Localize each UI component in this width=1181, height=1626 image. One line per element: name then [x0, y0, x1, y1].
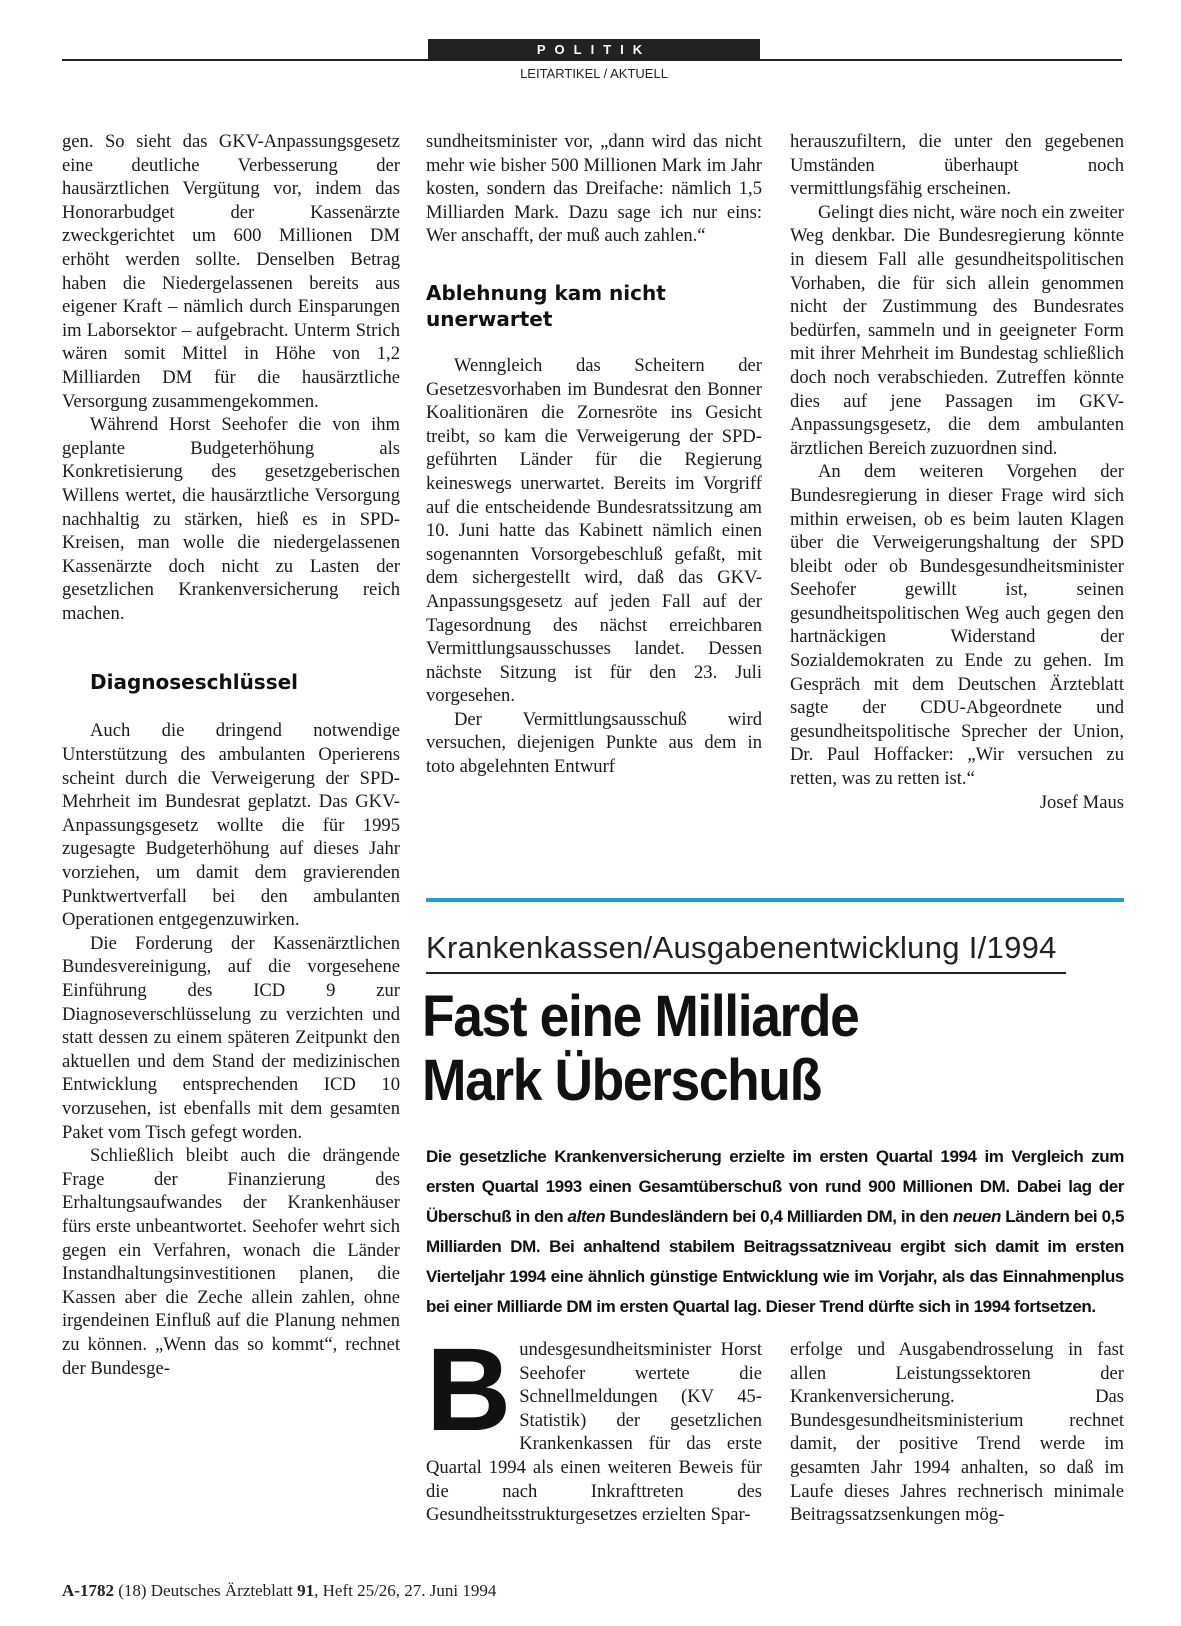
subheading-ablehnung: Ablehnung kam nicht unerwartet — [426, 280, 666, 331]
paragraph: Wenngleich das Scheitern der Gesetzesvorhaben im Bundesrat den Bonner Koalitionären die Zornesröte ins Gesicht treibt, so kam die Verweigerung der SPD-geführten Länder für die Regierung keineswegs unerwartet. Bereits im Vorgriff auf die entscheidende Bundesratssitzung am 10. Juni hatte das Kabinett nämlich einen sogenannten Vorsorgebeschluß gefaßt, mit dem sichergestellt wird, daß das GKV-Anpassungsgesetz auf jeden Fall auf der Tagesordnung des nächst erreichbaren Vermittlungsausschusses landet. Dessen nächste Sitzung ist für den 23. Juli vorgesehen. — [426, 354, 762, 707]
drop-cap: B — [426, 1324, 512, 1456]
lead-text: Bundesländern bei 0,4 Milliarden DM, in den — [605, 1207, 953, 1226]
page-number: A-1782 — [62, 1581, 114, 1600]
column-2 — [426, 130, 762, 779]
subsection-label: LEITARTIKEL / AKTUELL — [520, 66, 668, 81]
paragraph: An dem weiteren Vorgehen der Bundesregierung in dieser Frage wird sich mithin erweisen, ob es beim lauten Klagen über die Verweigerungshaltung der SPD bleibt oder ob Bundesgesundheitsminister Seehofer gewillt ist, seinen gesundheitspolitischen Weg auch gegen den hartnäckigen Widerstand der Sozialdemokraten zu Ende zu gehen. Im Gespräch mit dem Deutschen Ärzteblatt sagte der CDU-Abgeordnete und gesundheitspolitische Sprecher der Union, Dr. Paul Hoffacker: „Wir versuchen zu retten, was zu retten ist.“ — [790, 461, 1124, 790]
lead-emphasis: neuen — [952, 1207, 1001, 1226]
article-kicker: Krankenkassen/Ausgabenentwicklung I/1994 — [426, 930, 1057, 965]
paragraph: sundheitsminister vor, „dann wird das nicht mehr wie bisher 500 Millionen Mark im Jahr kosten, sondern das Dreifache: nämlich 1,5 Milliarden Mark. Dazu sage ich nur eins: Wer anschafft, der muß auch zahlen.“ — [426, 131, 762, 247]
paragraph: Während Horst Seehofer die von ihm geplante Budgeterhöhung als Konkretisierung des gesetzgeberischen Willens wertet, die hausärztliche Versorgung nachhaltig zu stärken, hieß es in SPD-Kreisen, man wolle die niedergelassenen Kassenärzte doch nicht zu Lasten der gesetzlichen Krankenversicherung reich machen. — [62, 414, 400, 624]
footer-text: (18) Deutsches Ärzteblatt — [113, 1581, 298, 1600]
column-4 — [426, 1324, 762, 1527]
lead-emphasis: alten — [567, 1207, 606, 1226]
page-footer — [62, 1581, 496, 1601]
paragraph — [426, 1324, 762, 1527]
column-5 — [790, 1338, 1124, 1527]
paragraph: gen. So sieht das GKV-Anpassungsgesetz eine deutliche Verbesserung der hausärztlichen Vergütung vor, indem das Honorarbudget der Kassenärzte zweckgerichtet um 600 Millionen DM erhöht werden sollte. Denselben Betrag haben die Niedergelassenen bereits aus eigener Kraft – nämlich durch Einsparungen im Laborsektor – aufgebracht. Unterm Strich wären somit Mittel in Höhe von 1,2 Milliarden DM für die hausärztliche Versorgung zusammengekommen. — [62, 131, 400, 412]
section-label: POLITIK — [428, 39, 760, 60]
headline-line-1: Fast eine Milliarde — [422, 984, 859, 1049]
article-divider — [426, 898, 1124, 902]
body-text: undesgesundheitsminister Horst Seehofer wertete die Schnellmeldungen (KV 45-Statistik) der gesetzlichen Krankenkassen für das erste Quartal 1994 als einen weiteren Beweis für die nach Inkrafttreten des Gesundheitsstrukturgesetzes erzielten Spar- — [426, 1339, 762, 1526]
byline: Josef Maus — [1039, 791, 1124, 813]
paragraph: Der Vermittlungsausschuß wird versuchen, diejenigen Punkte aus dem in toto abgelehnten Entwurf — [426, 708, 762, 778]
volume-number: 91 — [297, 1581, 315, 1600]
paragraph: erfolge und Ausgabendrosselung in fast allen Leistungssektoren der Krankenversicherung. Das Bundesgesundheitsministerium rechnet damit, der positive Trend werde im gesamten Jahr 1994 anhalten, so daß im Laufe dieses Jahres rechnerisch minimale Beitragssatzsenkungen mög- — [790, 1339, 1124, 1526]
kicker-rule — [426, 972, 1066, 974]
paragraph: Auch die dringend notwendige Unterstützung des ambulanten Operierens scheint durch die Verweigerung der SPD-Mehrheit im Bundesrat geplatzt. Das GKV-Anpassungsgesetz wollte die für 1995 zugesagte Budgeterhöhung auf dieses Jahr vorziehen, um damit dem gravierenden Punktwertverfall bei den ambulanten Operationen entgegenzuwirken. — [62, 720, 400, 931]
subheading-diagnoseschluessel: Diagnoseschlüssel — [90, 670, 299, 695]
article-headline — [422, 985, 1048, 1113]
lead-text: Ländern bei 0,5 Milliarden DM. Bei anhaltend stabilem Beitragssatzniveau ergibt sich damit im ersten Vierteljahr 1994 eine ähnlich günstige Entwicklung wie im Vorjahr, als das Einnahmenplus bei einer Milliarde DM im ersten Quartal lag. Dieser Trend dürfte sich in 1994 fortsetzen. — [426, 1207, 1124, 1316]
paragraph: Die Forderung der Kassenärztlichen Bundesvereinigung, auf die vorgesehene Einführung des ICD 9 zur Diagnoseverschlüsselung zu verzichten und statt dessen zu einem späteren Zeitpunkt den aktuellen und dem Stand der medizinischen Entwicklung entsprechenden ICD 10 vorzusehen, ist ebenfalls mit dem gesamten Paket vom Tisch gefegt worden. — [62, 932, 400, 1143]
paragraph: Schließlich bleibt auch die drängende Frage der Finanzierung des Erhaltungsaufwandes der Krankenhäuser fürs erste unbeantwortet. Seehofer wehrt sich gegen ein Verfahren, wonach die Länder Instandhaltungsinvestitionen planen, die Kassen aber die Zeche allein zahlen, ohne irgendeinen Einfluß auf die Planung nehmen zu können. „Wenn das so kommt“, rechnet der Bundesge- — [62, 1145, 400, 1379]
article-lead — [426, 1142, 1124, 1322]
headline-line-2: Mark Überschuß — [422, 1048, 821, 1113]
footer-text: , Heft 25/26, 27. Juni 1994 — [314, 1581, 497, 1600]
lead-text: Die gesetzliche Krankenversicherung erzielte im ersten Quartal 1994 im Vergleich zum ersten Quartal 1993 einen Gesamtüberschuß von rund 900 Millionen DM. Dabei lag der Überschuß in den — [426, 1147, 1124, 1226]
paragraph: herauszufiltern, die unter den gegebenen Umständen überhaupt noch vermittlungsfähig erscheinen. — [790, 131, 1124, 200]
column-3 — [790, 130, 1124, 814]
paragraph: Gelingt dies nicht, wäre noch ein zweiter Weg denkbar. Die Bundesregierung könnte in diesem Fall alle gesundheitspolitischen Vorhaben, die für sich allein genommen nicht der Zustimmung des Bundesrates bedürfen, sammeln und in geeigneter Form mit ihrer Mehrheit im Bundestag schließlich doch noch verabschieden. Zutreffen könnte dies auf jene Passagen im GKV-Anpassungsgesetz, die dem ambulanten ärztlichen Bereich zuzuordnen sind. — [790, 201, 1124, 459]
column-1 — [62, 130, 400, 1380]
